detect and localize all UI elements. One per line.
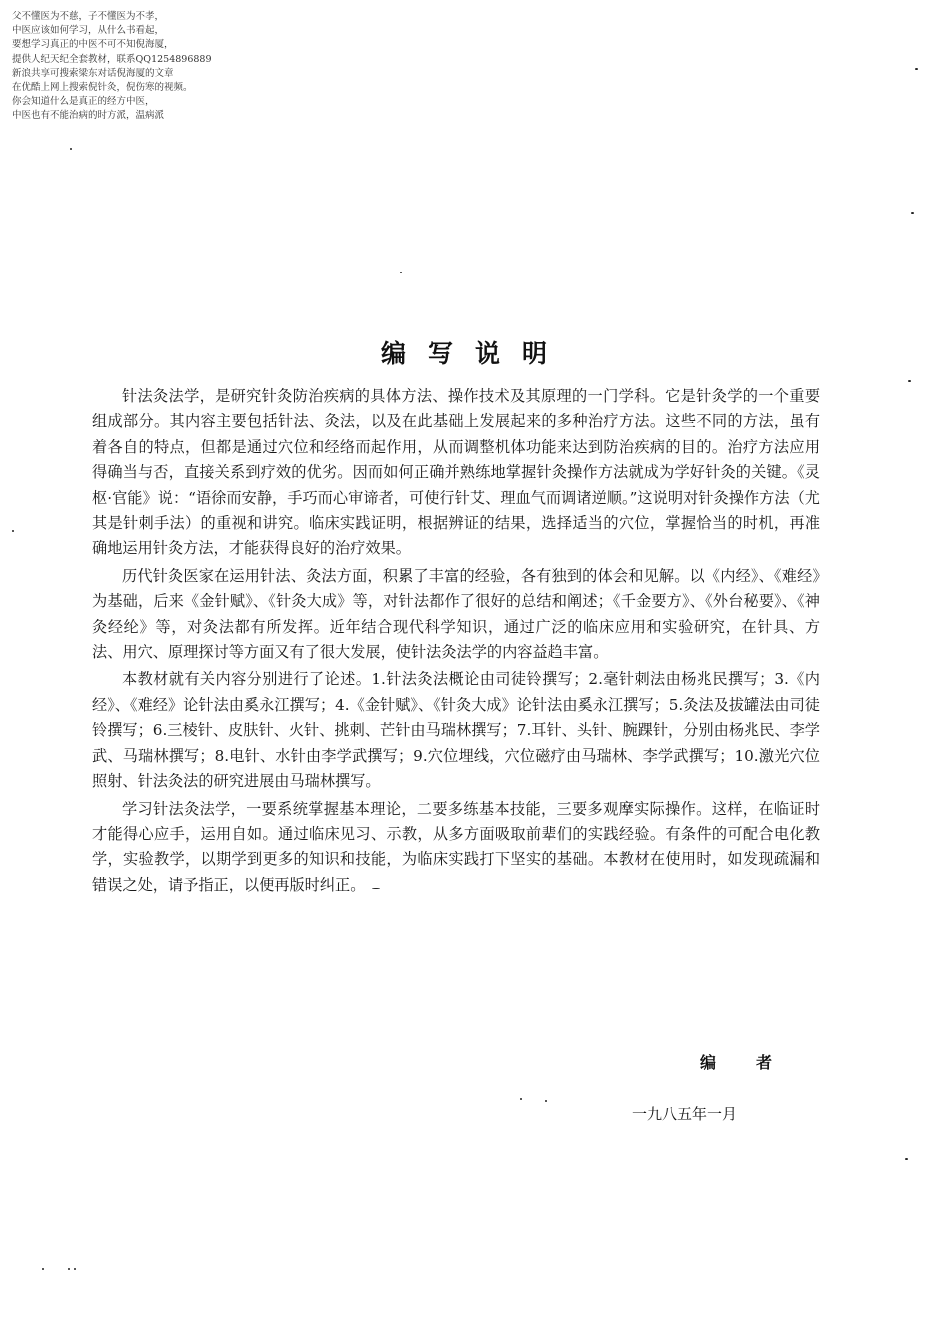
scan-speck	[400, 272, 402, 273]
paragraph: 历代针灸医家在运用针法、灸法方面，积累了丰富的经验，各有独到的体会和见解。以《内经》、《难经》为基础，后来《金针赋》、《针灸大成》等，对针法都作了很好的总结和阐述；《千金要方》、《外台秘要》、《神灸经纶》等，对灸法都有所发挥。近年结合现代科学知识，通过广泛的临床应用和实验研究，在针具、方法、用穴、原理探讨等方面又有了很大发展，使针法灸法学的内容益趋丰富。	[92, 566, 820, 662]
scan-speck	[372, 888, 380, 889]
watermark-line: 要想学习真正的中医不可不知倪海厦，	[12, 39, 174, 51]
scan-speck	[520, 1098, 522, 1100]
scan-speck	[908, 380, 911, 382]
watermark-line: 在优酷上网上搜索倪针灸，倪伤寒的视频。	[12, 82, 193, 94]
watermark-line: 父不懂医为不慈，子不懂医为不孝，	[12, 11, 165, 22]
scan-speck	[68, 1268, 70, 1270]
scan-speck	[915, 68, 918, 70]
scan-speck	[12, 530, 14, 532]
document-body	[92, 384, 820, 900]
scan-speck	[74, 1268, 76, 1270]
scan-speck	[42, 1268, 44, 1270]
scan-speck	[911, 212, 914, 214]
scan-speck	[545, 1100, 547, 1102]
scan-speck	[905, 1158, 908, 1160]
watermark-line: 中医也有不能治病的时方派，温病派	[12, 110, 165, 122]
paragraph: 本教材就有关内容分别进行了论述。1.针法灸法概论由司徒铃撰写；2.毫针刺法由杨兆民撰写；3.《内经》、《难经》论针法由奚永江撰写；4.《金针赋》、《针灸大成》论针法由奚永江撰写；5.灸法及拔罐法由司徒铃撰写；6.三棱针、皮肤针、火针、挑刺、芒针由马瑞林撰写；7.耳针、头针、腕踝针，分别由杨兆民、李学武、马瑞林撰写；8.电针、水针由李学武撰写；9.穴位埋线，穴位磁疗由马瑞林、李学武撰写；10.激光穴位照射、针法灸法的研究进展由马瑞林撰写。	[92, 670, 820, 791]
watermark-line: 提供人纪天纪全套教材，联系QQ1254896889	[12, 53, 212, 65]
document-date: 一九八五年一月	[632, 1105, 738, 1123]
paragraph: 学习针法灸法学，一要系统掌握基本理论，二要多练基本技能，三要多观摩实际操作。这样，在临证时才能得心应手，运用自如。通过临床见习、示教，从多方面吸取前辈们的实践经验。有条件的可配合电化教学，实验教学，以期学到更多的知识和技能，为临床实践打下坚实的基础。本教材在使用时，如发现疏漏和错误之处，请予指正，以便再版时纠正。	[92, 799, 820, 894]
watermark-text-block	[12, 10, 212, 124]
scan-speck	[70, 148, 72, 150]
watermark-line: 中医应该如何学习，从什么书看起，	[12, 25, 165, 37]
author-signature: 编者	[700, 1053, 813, 1072]
paragraph: 针法灸法学，是研究针灸防治疾病的具体方法、操作技术及其原理的一门学科。它是针灸学的一个重要组成部分。其内容主要包括针法、灸法，以及在此基础上发展起来的多种治疗方法。这些不同的方法，虽有着各自的特点，但都是通过穴位和经络而起作用，从而调整机体功能来达到防治疾病的目的。治疗方法应用得确当与否，直接关系到疗效的优劣。因而如何正确并熟练地掌握针灸操作方法就成为学好针灸的关键。《灵枢·官能》说：“语徐而安静，手巧而心审谛者，可使行针艾、理血气而调诸逆顺。”这说明对针灸操作方法（尤其是针刺手法）的重视和讲究。临床实践证明，根据辨证的结果，选择适当的穴位，掌握恰当的时机，再准确地运用针灸方法，才能获得良好的治疗效果。	[92, 387, 820, 558]
page-title: 编写说明	[380, 339, 569, 368]
watermark-line: 你会知道什么是真正的经方中医，	[12, 96, 155, 108]
watermark-line: 新浪共享可搜索梁东对话倪海厦的文章	[12, 67, 174, 79]
